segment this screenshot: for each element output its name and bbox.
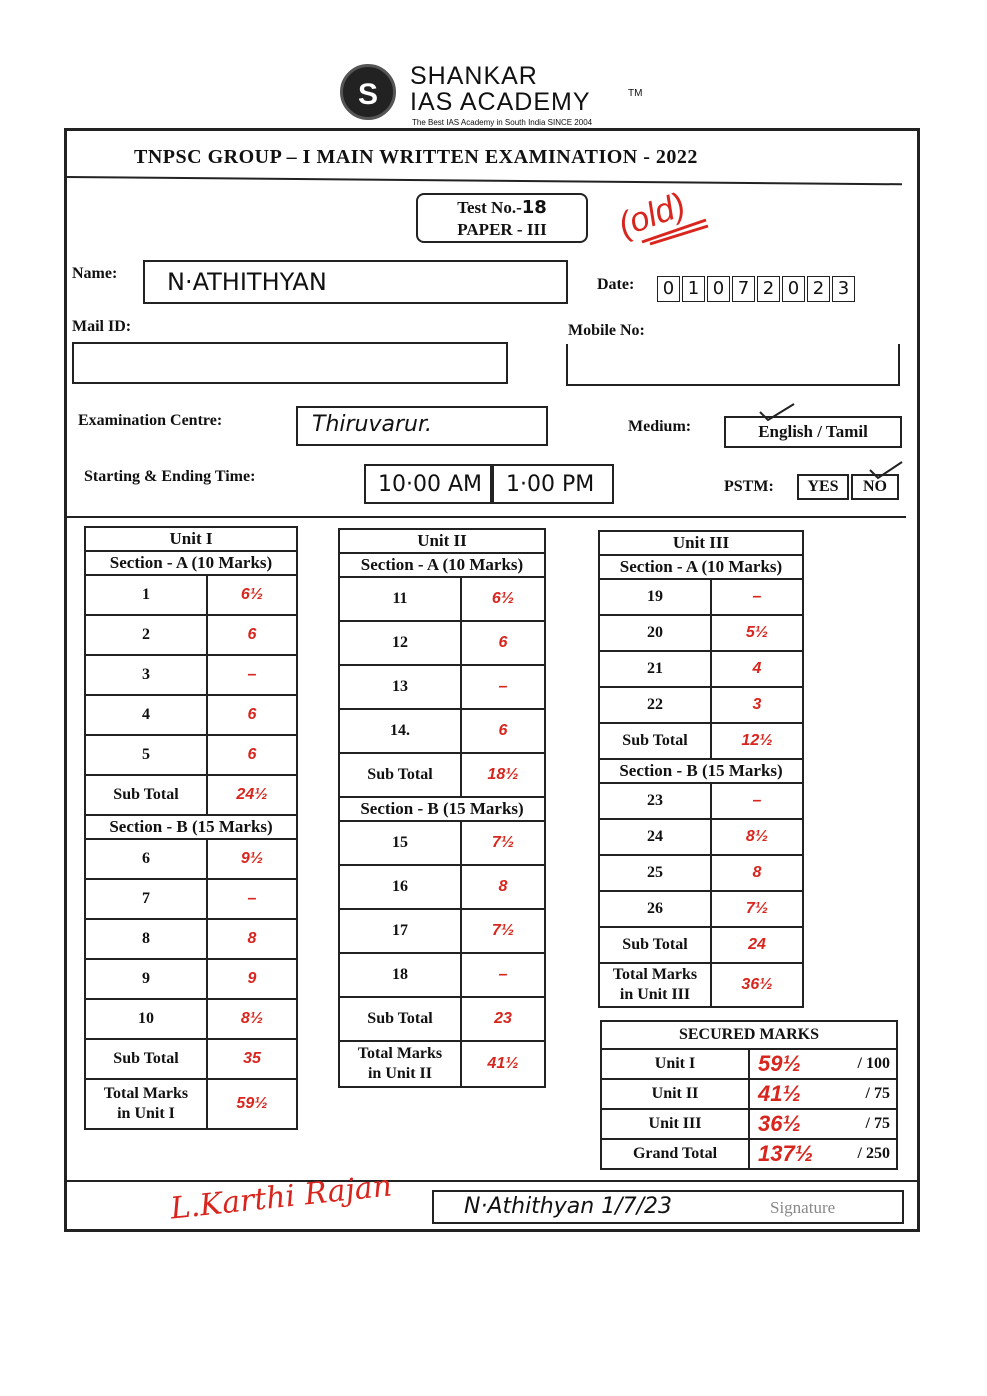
form-title-text: TNPSC GROUP – I MAIN WRITTEN EXAMINATION - 2022 — [134, 146, 698, 168]
question-number: 5 — [85, 735, 207, 775]
subtotal-value: 23 — [461, 997, 545, 1041]
question-number: 17 — [339, 909, 461, 953]
question-mark: 8 — [207, 919, 297, 959]
question-mark: 8 — [461, 865, 545, 909]
question-mark: – — [461, 665, 545, 709]
academy-name-line1: SHANKAR — [410, 62, 538, 90]
question-mark: 7½ — [461, 909, 545, 953]
secured-row-label: Unit III — [601, 1109, 749, 1139]
name-value: N·ATHITHYAN — [167, 268, 327, 296]
question-mark: – — [711, 579, 803, 615]
mobile-label: Mobile No: — [568, 322, 645, 339]
question-mark: – — [711, 783, 803, 819]
unit3-title: Unit III — [599, 531, 803, 555]
paper-label: PAPER - III — [457, 220, 547, 239]
mail-label: Mail ID: — [72, 318, 132, 335]
exam-centre-value: Thiruvarur. — [312, 412, 432, 437]
mail-field[interactable] — [72, 342, 508, 384]
medium-label: Medium: — [628, 418, 692, 435]
academy-emblem-icon: S — [340, 64, 396, 120]
unit-total-label-line2: in Unit II — [367, 1065, 433, 1082]
unit-total-label — [85, 1079, 207, 1129]
subtotal-label: Sub Total — [339, 753, 461, 797]
pstm-label: PSTM: — [724, 478, 774, 495]
unit2-section-a: Section - A (10 Marks) — [339, 553, 545, 577]
unit-total-label-line2: in Unit I — [117, 1105, 175, 1122]
date-digit: 2 — [807, 276, 830, 302]
question-number: 1 — [85, 575, 207, 615]
trademark-mark: TM — [628, 88, 643, 99]
subtotal-label: Sub Total — [85, 1039, 207, 1079]
secured-row-value: 137½ — [749, 1139, 820, 1169]
question-number: 8 — [85, 919, 207, 959]
question-number: 14. — [339, 709, 461, 753]
red-underline-stroke — [640, 216, 710, 246]
secured-row-value: 59½ — [749, 1049, 820, 1079]
test-no-value: 18 — [521, 197, 547, 218]
question-mark: 6 — [207, 735, 297, 775]
secured-row-max: / 250 — [820, 1139, 897, 1169]
secured-marks-table — [600, 1020, 898, 1170]
start-time-field[interactable] — [364, 464, 492, 504]
question-number: 23 — [599, 783, 711, 819]
question-number: 20 — [599, 615, 711, 651]
unit-total-label — [599, 963, 711, 1007]
red-annotation: (old) — [613, 185, 691, 245]
question-number: 15 — [339, 821, 461, 865]
pstm-yes[interactable]: YES — [797, 474, 849, 500]
name-label: Name: — [72, 265, 118, 282]
question-number: 11 — [339, 577, 461, 621]
secured-row-label: Unit I — [601, 1049, 749, 1079]
subtotal-value: 18½ — [461, 753, 545, 797]
question-number: 25 — [599, 855, 711, 891]
signature-divider — [66, 1180, 918, 1182]
unit2-table — [338, 528, 546, 1088]
subtotal-label: Sub Total — [599, 723, 711, 759]
unit3-section-a: Section - A (10 Marks) — [599, 555, 803, 579]
unit-total-label-line1: Total Marks — [357, 1045, 443, 1062]
question-mark: 9½ — [207, 839, 297, 879]
question-mark: – — [461, 953, 545, 997]
question-mark: – — [207, 655, 297, 695]
question-mark: 6½ — [461, 577, 545, 621]
signature-printed-label: Signature — [770, 1198, 836, 1217]
question-number: 2 — [85, 615, 207, 655]
question-number: 16 — [339, 865, 461, 909]
end-time-value: 1·00 PM — [506, 472, 595, 497]
unit3-section-b: Section - B (15 Marks) — [599, 759, 803, 783]
date-digit: 3 — [832, 276, 855, 302]
unit2-section-b: Section - B (15 Marks) — [339, 797, 545, 821]
date-digit: 1 — [682, 276, 705, 302]
unit-total-value: 41½ — [461, 1041, 545, 1087]
time-label: Starting & Ending Time: — [84, 468, 256, 485]
evaluator-signature: L.Karthi Rajan — [168, 1168, 394, 1227]
question-number: 4 — [85, 695, 207, 735]
question-number: 24 — [599, 819, 711, 855]
unit-total-value: 59½ — [207, 1079, 297, 1129]
student-signature-handwritten: N·Athithyan 1/7/23 — [464, 1194, 673, 1219]
question-mark: 8½ — [711, 819, 803, 855]
question-mark: 5½ — [711, 615, 803, 651]
unit1-title: Unit I — [85, 527, 297, 551]
unit-total-label-line1: Total Marks — [612, 966, 698, 983]
medium-options[interactable] — [724, 416, 902, 448]
secured-row-label: Unit II — [601, 1079, 749, 1109]
unit1-table — [84, 526, 298, 1130]
question-mark: 6 — [461, 709, 545, 753]
question-number: 10 — [85, 999, 207, 1039]
exam-centre-field[interactable] — [296, 406, 548, 446]
secured-row-max: / 75 — [820, 1109, 897, 1139]
question-mark: 9 — [207, 959, 297, 999]
question-mark: 4 — [711, 651, 803, 687]
secured-row-max: / 100 — [820, 1049, 897, 1079]
question-mark: 6 — [207, 695, 297, 735]
subtotal-label: Sub Total — [85, 775, 207, 815]
subtotal-value: 24 — [711, 927, 803, 963]
mobile-field[interactable] — [566, 344, 900, 386]
date-digit: 0 — [782, 276, 805, 302]
secured-row-value: 41½ — [749, 1079, 820, 1109]
unit1-section-b: Section - B (15 Marks) — [85, 815, 297, 839]
question-mark: 6 — [207, 615, 297, 655]
secured-row-label: Grand Total — [601, 1139, 749, 1169]
question-number: 3 — [85, 655, 207, 695]
unit3-table — [598, 530, 804, 1008]
subtotal-label: Sub Total — [599, 927, 711, 963]
name-field[interactable] — [143, 260, 568, 304]
english-tick-icon — [758, 400, 798, 424]
end-time-field[interactable] — [492, 464, 614, 504]
secured-marks-title: SECURED MARKS — [601, 1021, 897, 1049]
question-mark: 7½ — [461, 821, 545, 865]
question-number: 9 — [85, 959, 207, 999]
subtotal-value: 24½ — [207, 775, 297, 815]
secured-row-max: / 75 — [820, 1079, 897, 1109]
academy-tagline: The Best IAS Academy in South India SINCE 2004 — [412, 118, 593, 127]
question-number: 13 — [339, 665, 461, 709]
start-time-value: 10·00 AM — [378, 472, 483, 497]
secured-row-value: 36½ — [749, 1109, 820, 1139]
subtotal-label: Sub Total — [339, 997, 461, 1041]
details-divider — [66, 516, 906, 518]
exam-centre-label: Examination Centre: — [78, 412, 223, 429]
unit-total-label-line2: in Unit III — [619, 986, 691, 1003]
question-mark: 6½ — [207, 575, 297, 615]
question-number: 7 — [85, 879, 207, 919]
question-mark: 8½ — [207, 999, 297, 1039]
question-mark: 3 — [711, 687, 803, 723]
question-mark: 7½ — [711, 891, 803, 927]
question-number: 26 — [599, 891, 711, 927]
test-number-box — [416, 193, 588, 243]
test-no-label: Test No.- — [457, 198, 522, 217]
unit-total-value: 36½ — [711, 963, 803, 1007]
question-number: 18 — [339, 953, 461, 997]
subtotal-value: 35 — [207, 1039, 297, 1079]
medium-options-text: English / Tamil — [758, 422, 868, 441]
question-mark: – — [207, 879, 297, 919]
date-digit: 7 — [732, 276, 755, 302]
date-digit: 0 — [657, 276, 680, 302]
question-number: 22 — [599, 687, 711, 723]
question-number: 12 — [339, 621, 461, 665]
unit2-title: Unit II — [339, 529, 545, 553]
date-boxes[interactable] — [657, 276, 857, 302]
unit1-section-a: Section - A (10 Marks) — [85, 551, 297, 575]
academy-name-line2: IAS ACADEMY — [410, 88, 591, 116]
student-signature-box[interactable] — [432, 1190, 904, 1224]
pstm-no[interactable]: NO — [851, 474, 899, 500]
pstm-no-tick-icon — [868, 458, 904, 482]
question-number: 19 — [599, 579, 711, 615]
date-digit: 0 — [707, 276, 730, 302]
question-mark: 6 — [461, 621, 545, 665]
question-number: 21 — [599, 651, 711, 687]
date-digit: 2 — [757, 276, 780, 302]
subtotal-value: 12½ — [711, 723, 803, 759]
unit-total-label — [339, 1041, 461, 1087]
date-label: Date: — [597, 276, 635, 293]
question-mark: 8 — [711, 855, 803, 891]
form-title — [134, 146, 698, 169]
question-number: 6 — [85, 839, 207, 879]
unit-total-label-line1: Total Marks — [103, 1085, 189, 1102]
